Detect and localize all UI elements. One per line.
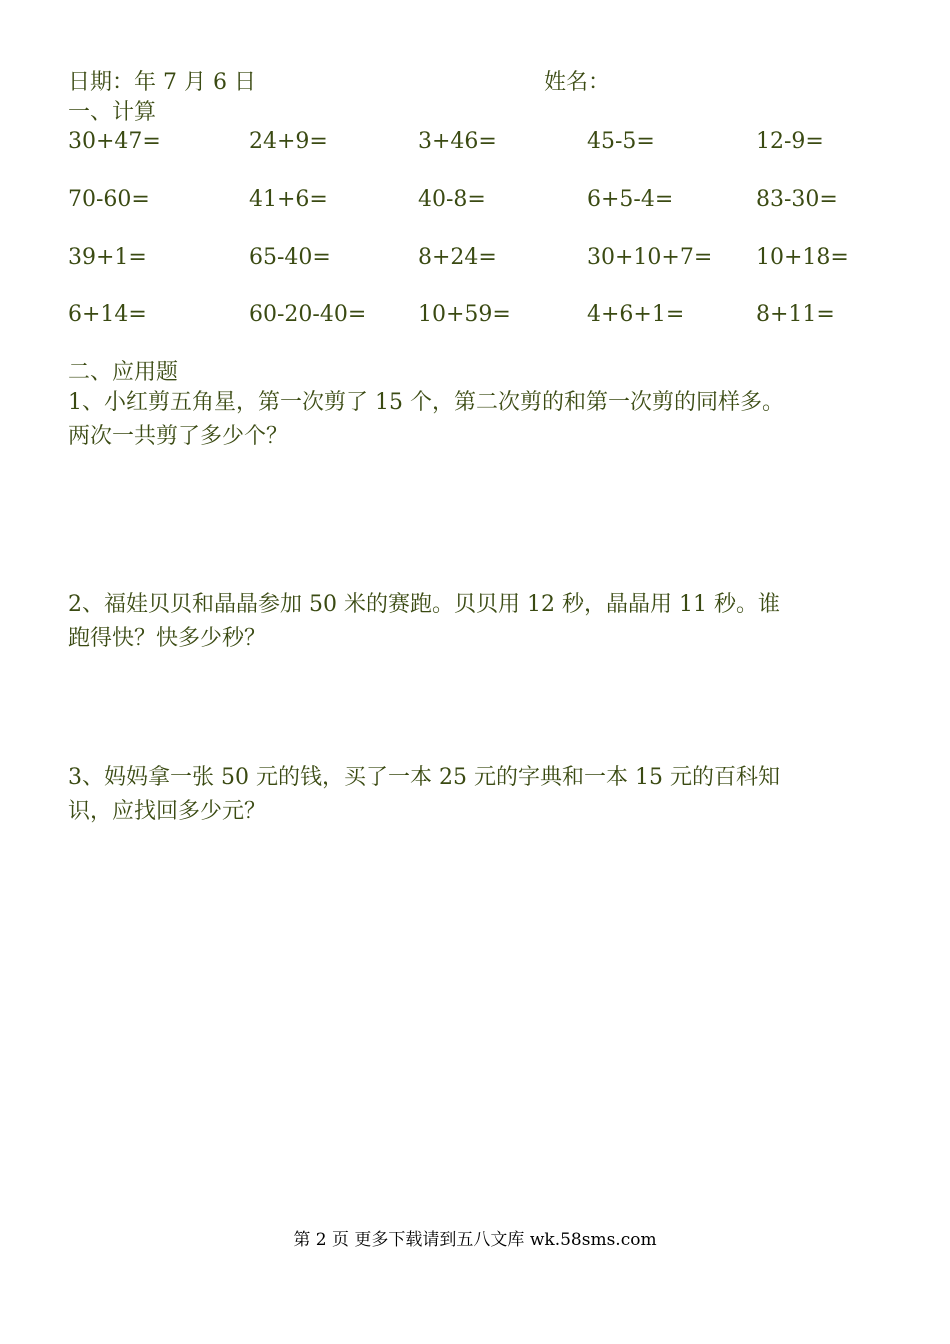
calc-item: 41+6= [249,187,328,212]
calc-item: 6+14= [68,302,147,327]
calc-item: 6+5-4= [587,187,674,212]
calc-row-4 [68,300,928,330]
calc-item: 24+9= [249,129,328,154]
calc-item: 30+47= [68,129,161,154]
section-calc-title: 一、计算 [68,100,157,125]
name-label: 姓名： [544,70,611,95]
problem-text: 两次一共剪了多少个？ [68,424,289,449]
calc-item: 12-9= [756,129,824,154]
calc-item: 4+6+1= [587,302,685,327]
problem-text: 1、小红剪五角星，第一次剪了 15 个，第二次剪的和第一次剪的同样多。 [68,390,784,415]
calc-item: 8+11= [756,302,835,327]
calc-row-2 [68,185,928,215]
calc-item: 83-30= [756,187,838,212]
problem-text: 3、妈妈拿一张 50 元的钱，买了一本 25 元的字典和一本 15 元的百科知 [68,765,780,790]
problem-text: 识，应找回多少元？ [68,799,267,824]
problem-text: 跑得快？快多少秒？ [68,626,267,651]
calc-item: 60-20-40= [249,302,367,327]
section-word-problems-title: 二、应用题 [68,360,179,385]
problem-text: 2、福娃贝贝和晶晶参加 50 米的赛跑。贝贝用 12 秒，晶晶用 11 秒。谁 [68,592,780,617]
word-problem-3 [68,761,898,829]
calc-row-3 [68,243,928,273]
word-problem-2 [68,588,898,656]
calc-item: 10+59= [418,302,511,327]
calc-item: 65-40= [249,245,331,270]
calc-item: 40-8= [418,187,486,212]
calc-item: 30+10+7= [587,245,713,270]
calc-item: 39+1= [68,245,147,270]
date-label: 日期：年 7 月 6 日 [68,70,256,95]
calc-row-1 [68,127,928,157]
calc-item: 70-60= [68,187,150,212]
calc-item: 3+46= [418,129,497,154]
calc-item: 10+18= [756,245,849,270]
calc-item: 8+24= [418,245,497,270]
page-footer: 第 2 页 更多下载请到五八文库 wk.58sms.com [293,1230,657,1250]
word-problem-1 [68,386,898,454]
calc-item: 45-5= [587,129,655,154]
